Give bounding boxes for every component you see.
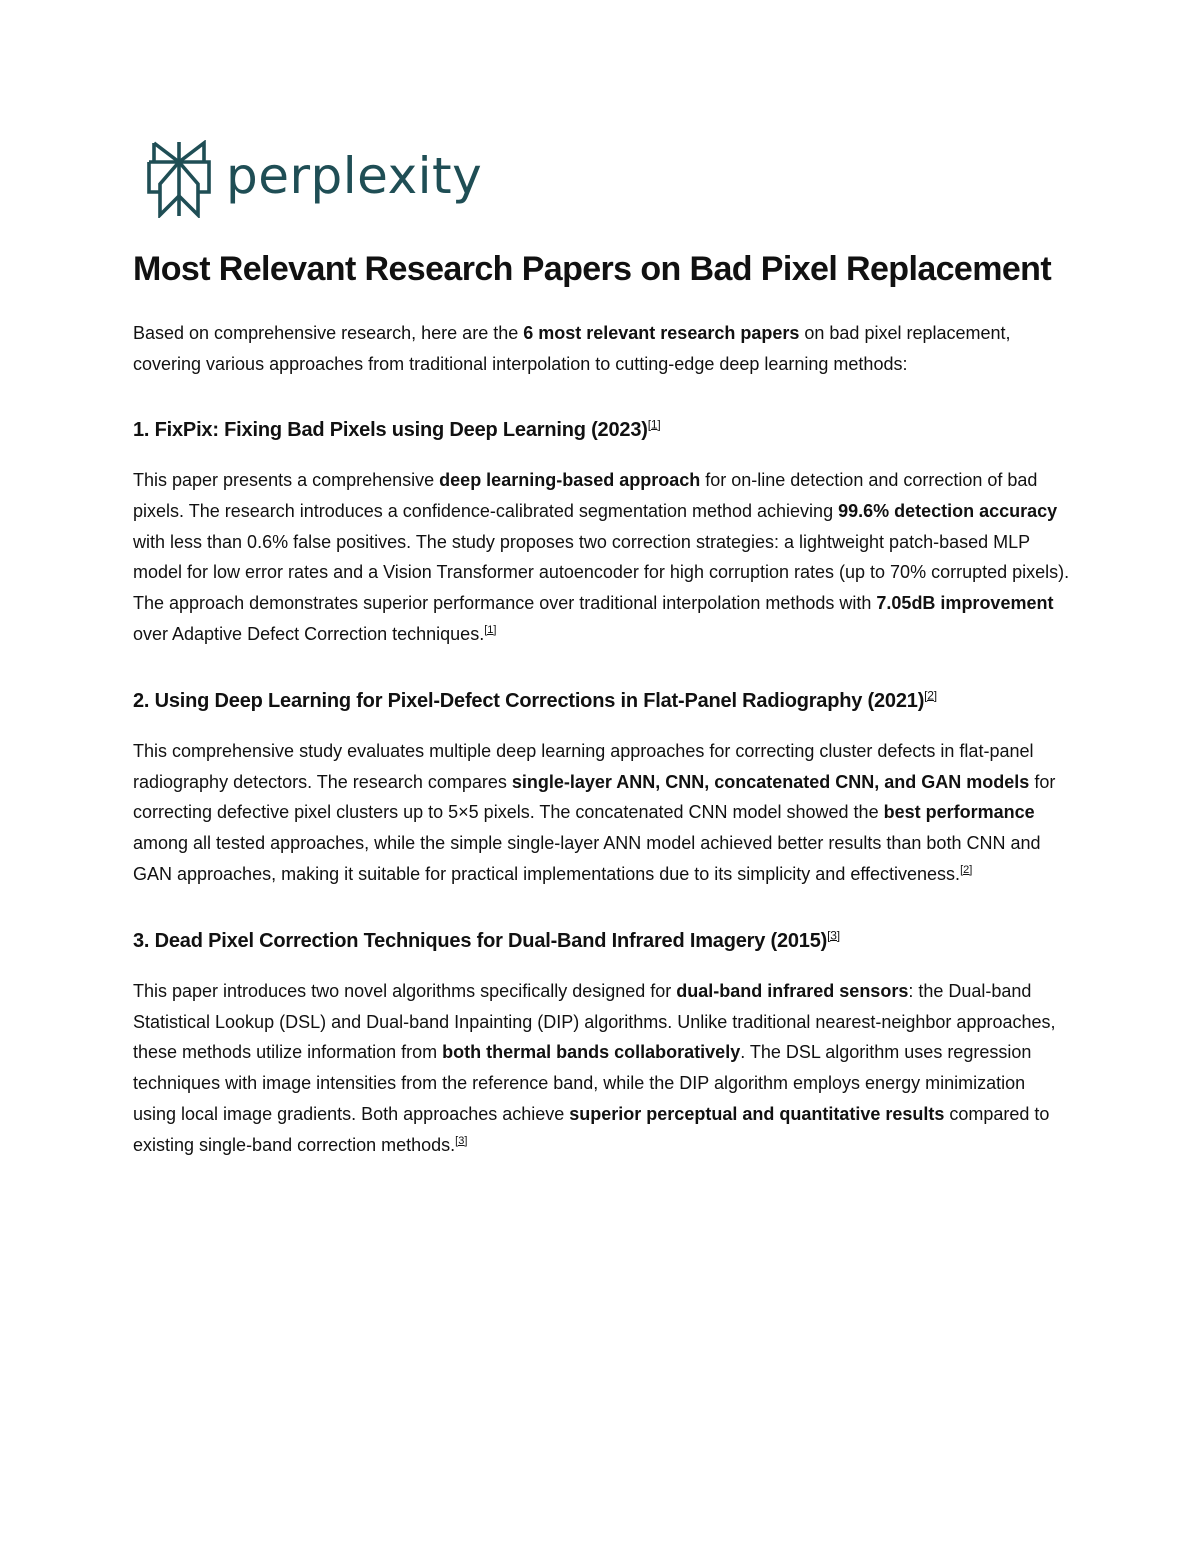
brand-logo xyxy=(146,140,482,218)
bold-text: best performance xyxy=(883,802,1035,823)
bold-text: single-layer ANN, CNN, concatenated CNN, and GAN models xyxy=(511,771,1030,792)
section-paragraph-3 xyxy=(133,976,1073,1161)
section-heading-3 xyxy=(133,926,1073,956)
text: with less than 0.6% false positives. The study proposes two correction strategies: a lightweight patch-based MLP model for low error rates and a Vision Transformer autoencoder for high corruption rates (up to 70% corrupted pixels). The approach demonstrates superior performance over traditional interpolation methods with xyxy=(133,531,1070,614)
intro-text-1: Based on comprehensive research, here are the xyxy=(133,323,524,343)
page-title: Most Relevant Research Papers on Bad Pixel Replacement xyxy=(133,250,1052,288)
citation-link[interactable]: [2] xyxy=(924,688,937,703)
bold-text: superior perceptual and quantitative results xyxy=(569,1103,945,1124)
bold-text: both thermal bands collaboratively xyxy=(442,1042,741,1063)
bold-text: 99.6% detection accuracy xyxy=(838,500,1058,521)
intro-bold-1: 6 most relevant research papers xyxy=(523,323,800,343)
text: for correcting defective pixel clusters up to 5×5 pixels. The concatenated CNN model showed the xyxy=(133,771,1056,823)
brand-name: perplexity xyxy=(226,147,483,205)
text: : the Dual-band Statistical Lookup (DSL) and Dual-band Inpainting (DIP) algorithms. Unlike traditional nearest-neighbor approaches, these methods utilize information from xyxy=(133,980,1056,1063)
section-title: 3. Dead Pixel Correction Techniques for Dual-Band Infrared Imagery (2015) xyxy=(133,929,828,952)
intro-text-2: on bad pixel replacement, covering various approaches from traditional interpolation to cutting-edge deep learning methods: xyxy=(133,323,1011,374)
text: compared to existing single-band correction methods. xyxy=(133,1103,1050,1155)
section-paragraph-1 xyxy=(133,465,1073,650)
document-body xyxy=(133,248,1073,1161)
intro-paragraph xyxy=(133,318,1073,379)
text: This comprehensive study evaluates multiple deep learning approaches for correcting cluster defects in flat-panel radiography detectors. The research compares xyxy=(133,740,1034,792)
citation-link[interactable]: [1] xyxy=(647,417,661,432)
section-paragraph-2 xyxy=(133,736,1073,890)
text: over Adaptive Defect Correction techniques. xyxy=(133,623,485,644)
citation-link[interactable]: [3] xyxy=(455,1134,468,1147)
section-heading-2 xyxy=(133,686,1073,716)
text: This paper presents a comprehensive xyxy=(133,470,440,490)
citation-link[interactable]: [2] xyxy=(960,863,973,876)
perplexity-logo-icon xyxy=(146,140,212,218)
text: . The DSL algorithm uses regression techniques with image intensities from the reference band, while the DIP algorithm employs energy minimization using local image gradients. Both approaches achieve xyxy=(133,1042,1032,1124)
section-title: 2. Using Deep Learning for Pixel-Defect Corrections in Flat-Panel Radiography (2021) xyxy=(133,689,925,712)
bold-text: deep learning-based approach xyxy=(439,470,701,490)
section-heading-1 xyxy=(133,415,1073,445)
section-title: 1. FixPix: Fixing Bad Pixels using Deep Learning (2023) xyxy=(133,419,648,441)
text: for on-line detection and correction of bad pixels. The research introduces a confidence-calibrated segmentation method achieving xyxy=(133,470,1038,521)
citation-link[interactable]: [3] xyxy=(827,928,840,943)
citation-link[interactable]: [1] xyxy=(484,623,497,636)
bold-text: 7.05dB improvement xyxy=(876,593,1054,614)
text: among all tested approaches, while the simple single-layer ANN model achieved better results than both CNN and GAN approaches, making it suitable for practical implementations due to its simplicity and effectiveness. xyxy=(133,833,1041,884)
text: This paper introduces two novel algorithms specifically designed for xyxy=(133,980,677,1001)
bold-text: dual-band infrared sensors xyxy=(676,980,909,1001)
